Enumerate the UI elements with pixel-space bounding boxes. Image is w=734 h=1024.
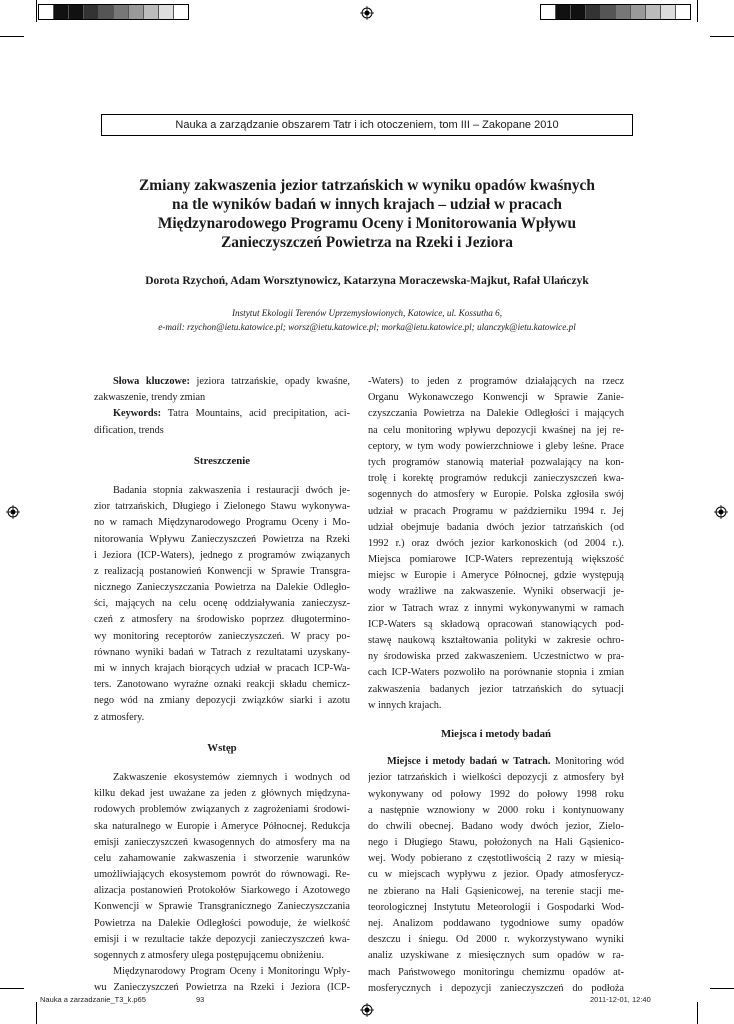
text-line: udział w pracach Programu w październiku 1994 r. Jej	[368, 505, 624, 517]
text-line: udział obejmuje badania dwóch jezior tatrzańskich (od	[368, 521, 624, 533]
text-line: Konwencji w Sprawie Transgranicznego Zanieczyszczania	[94, 901, 350, 913]
crop-mark	[710, 988, 734, 989]
text-line: zakwaszenia badanych jezior tatrzańskich do sytuacji	[368, 683, 624, 695]
text-line: Powietrza na Dalekie Odległości powoduje, że wielkość	[94, 917, 350, 929]
text-line: wykonywany od połowy 1992 do połowy 1998 roku	[368, 788, 624, 800]
text-line: stawę naukową kształtowania polityki w zakresie ochro-	[368, 635, 624, 646]
text-line: nitorowania Wpływu Zanieczyszczeń Powietrza na Rzeki	[94, 533, 350, 545]
text-line: ska naturalnego w Europie i Ameryce Północnej. Redukcja	[94, 820, 350, 832]
text-line: Zakwaszenie ekosystemów ziemnych i wodnych od	[113, 771, 350, 783]
text-line: mach Państwowego monitoringu chemizmu opadów at-	[368, 966, 624, 978]
text-line: jezior tatrzańskich i wielkości depozycji z atmosfery był	[368, 772, 624, 784]
text-line: ters. Zanotowano wyraźne oznaki reakcji składu chemicz-	[94, 679, 350, 691]
title-line: Międzynarodowego Programu Oceny i Monitorowania Wpływu	[157, 215, 577, 232]
text-line: trolę i korektę programów redukcji zanieczyszczeń kwa-	[368, 473, 624, 485]
text-line: na celu monitoring wpływu depozycji kwaśnej na jej re-	[368, 424, 624, 436]
registration-mark-right	[714, 505, 728, 519]
text-line: mi w innych krajach biorących udział w pracach ICP-Wa-	[94, 663, 350, 674]
abstract-heading: Streszczenie	[193, 454, 251, 467]
keywords-en: Keywords: Tatra Mountains, acid precipitation, aci-	[113, 408, 350, 420]
journal-title: Nauka a zarządzanie obszarem Tatr i ich otoczeniem, tom III – Zakopane 2010	[175, 119, 559, 131]
text-line: sogennych z atmosfery ulega postępującemu obniżeniu.	[94, 950, 324, 961]
text-line: zior w Tatrach wraz z innymi wykonywanymi w ramach	[368, 602, 624, 614]
keywords-en-rest: dification, trends	[94, 424, 164, 436]
text-line: nego wód na zmiany depozycji związków siarki i azotu	[94, 695, 350, 707]
crop-mark	[697, 0, 698, 22]
text-line: nego i Długiego Stawu, położonych na Hali Gąsienico-	[368, 837, 624, 849]
title-line: Zanieczyszczeń Powietrza na Rzeki i Jeziora	[221, 234, 513, 251]
crop-mark	[36, 1002, 37, 1024]
affiliation	[100, 306, 634, 334]
crop-mark	[697, 1002, 698, 1024]
text-line: rodowych problemów związanych z zagrożeniami środowi-	[94, 804, 350, 816]
text-line: emisji zanieczyszczeń kwasogennych do atmosfery ma na	[94, 836, 350, 848]
text-line: mosferycznych i depozycji zanieczyszczeń do podłoża	[368, 982, 624, 994]
right-column	[368, 374, 624, 997]
text-line: no w ramach Międzynarodowego Programu Oceny i Mo-	[94, 517, 350, 529]
methods-subheading-line: Miejsce i metody badań w Tatrach. Monitoring wód	[387, 756, 624, 768]
text-line: umożliwiających ekosystemom powrót do równowagi. Re-	[94, 869, 350, 881]
registration-mark-bottom	[360, 1003, 374, 1017]
text-line: deszczu i śniegu. Od 2000 r. wykorzystywano wyniki	[368, 934, 624, 946]
title-line: na tle wyników badań w innych krajach – udział w pracach	[172, 196, 562, 213]
text-line: ne zbierano na Hali Gąsienicowej, na terenie stacji me-	[368, 885, 624, 897]
text-line: 1992 r.) oraz dwóch jezior karkonoskich (od 2004 r.).	[368, 537, 624, 549]
text-line: nej. Analizom poddawano tygodniowe sumy opadów	[368, 918, 624, 929]
text-line: czyszczania Powietrza na Dalekie Odległości i mających	[368, 408, 624, 420]
crop-mark	[0, 988, 24, 989]
text-line: równano wyniki badań w Tatrach z rezultatami uzyskany-	[94, 646, 350, 658]
footer-datetime: 2011-12-01, 12:40	[590, 995, 651, 1004]
registration-mark-top	[360, 6, 374, 20]
text-line: wody wrażliwe na zakwaszenie. Wyniki obserwacji je-	[368, 586, 624, 598]
text-line: miejsc w Europie i Ameryce Północnej, gdzie występują	[368, 570, 624, 582]
text-line: wy monitoring receptorów zanieczyszczeń. W pracy po-	[94, 630, 350, 642]
intro-heading: Wstęp	[207, 741, 237, 754]
text-line: do chwili obecnej. Badano wody dwóch jezior, Zielo-	[368, 820, 624, 832]
registration-mark-left	[6, 505, 20, 519]
color-bar-left	[38, 4, 189, 20]
left-column	[94, 374, 350, 997]
text-line: Organu Wykonawczego Konwencji w Sprawie Zanie-	[368, 392, 624, 404]
crop-mark	[710, 36, 734, 37]
keywords-pl-rest: zakwaszenie, trendy zmian	[94, 392, 206, 404]
text-line: cu w miejscach wypływu z jezior. Opady atmosferycz-	[368, 869, 624, 881]
text-line: kilku dekad jest uważane za jeden z głównych międzyna-	[94, 788, 350, 800]
text-line: emisji i w rezultacie także depozycji zanieczyszczeń kwa-	[94, 933, 350, 945]
text-line: nicznego Zanieczyszczania Powietrza na Dalekie Odległo-	[94, 582, 350, 594]
color-bar-right	[540, 4, 691, 20]
text-line: z realizacją postanowień Konwencji w Sprawie Transgra-	[94, 565, 350, 577]
text-line: ny środowiska przed zakwaszeniem. Uczestnictwo w pra-	[368, 651, 624, 663]
footer-filename: Nauka a zarzadzanie_T3_k.p65	[40, 995, 146, 1004]
text-line: zior tatrzańskich, Długiego i Zielonego Stawu wykonywa-	[94, 501, 350, 513]
text-line: czeń z atmosfery na środowisko poprzez długotermino-	[94, 614, 350, 626]
footer-page-number: 93	[196, 995, 205, 1004]
text-line: Badania stopnia zakwaszenia i restauracji dwóch je-	[113, 484, 350, 496]
text-line: celu zahamowanie zakwaszenia i stworzenie warunków	[94, 852, 350, 864]
title-line: Zmiany zakwaszenia jezior tatrzańskich w wyniku opadów kwaśnych	[139, 177, 595, 194]
text-line: sogennych do atmosfery w Europie. Polska zgłosiła swój	[368, 489, 624, 501]
text-line: teorologicznej Instytutu Meteorologii i Gospodarki Wod-	[368, 901, 624, 913]
text-line: cach ICP-Waters pozwoliło na porównanie stopnia i zmian	[368, 667, 624, 679]
text-line: Miejsca pomiarowe ICP-Waters reprezentują większość	[368, 554, 624, 566]
affiliation-address: Instytut Ekologii Terenów Uprzemysłowionych, Katowice, ul. Kossutha 6,	[231, 308, 503, 318]
text-line: z atmosfery.	[94, 711, 145, 723]
text-line: -Waters) to jeden z programów działających na rzecz	[368, 376, 624, 387]
journal-header	[101, 114, 633, 136]
text-line: wu Zanieczyszczeń Powietrza na Rzeki i Jeziora (ICP-	[94, 982, 350, 994]
text-line: a następnie wznowiony w 2000 roku i kontynuowany	[368, 804, 624, 816]
text-line: analiz uzyskiwane z miesięcznych sum opadów w ra-	[368, 950, 624, 962]
article-title	[100, 176, 634, 252]
affiliation-emails: e-mail: rzychon@ietu.katowice.pl; worsz@ietu.katowice.pl; morka@ietu.katowice.pl; ulanczyk@ietu.katowice.pl	[158, 322, 576, 332]
text-line: wej. Wody pobierano z częstotliwością 2 razy w miesią-	[368, 853, 624, 865]
text-line: ICP-Waters są składową opracowań stanowiących pod-	[368, 618, 624, 630]
text-line: ceptory, w tym wody powierzchniowe i gleby leśne. Prace	[368, 440, 624, 452]
text-line: alizacja postanowień Protokołów Siarkowego i Azotowego	[94, 885, 350, 897]
text-line: w innych krajach.	[368, 699, 442, 711]
crop-mark	[36, 0, 37, 22]
text-line: Międzynarodowy Program Oceny i Monitoringu Wpły-	[113, 966, 350, 978]
methods-heading: Miejsca i metody badań	[440, 727, 552, 740]
crop-mark	[0, 36, 24, 37]
text-line: tych programów stanowią materiał pozwalający na kon-	[368, 456, 624, 468]
authors: Dorota Rzychoń, Adam Worsztynowicz, Katarzyna Moraczewska-Majkut, Rafał Ulańczyk	[145, 275, 589, 287]
keywords-pl: Słowa kluczowe: jeziora tatrzańskie, opady kwaśne,	[113, 376, 350, 387]
text-line: i Jeziora (ICP-Waters), jednego z programów związanych	[94, 549, 350, 561]
text-line: ści, mających na celu ocenę oddziaływania zanieczysz-	[94, 598, 350, 610]
